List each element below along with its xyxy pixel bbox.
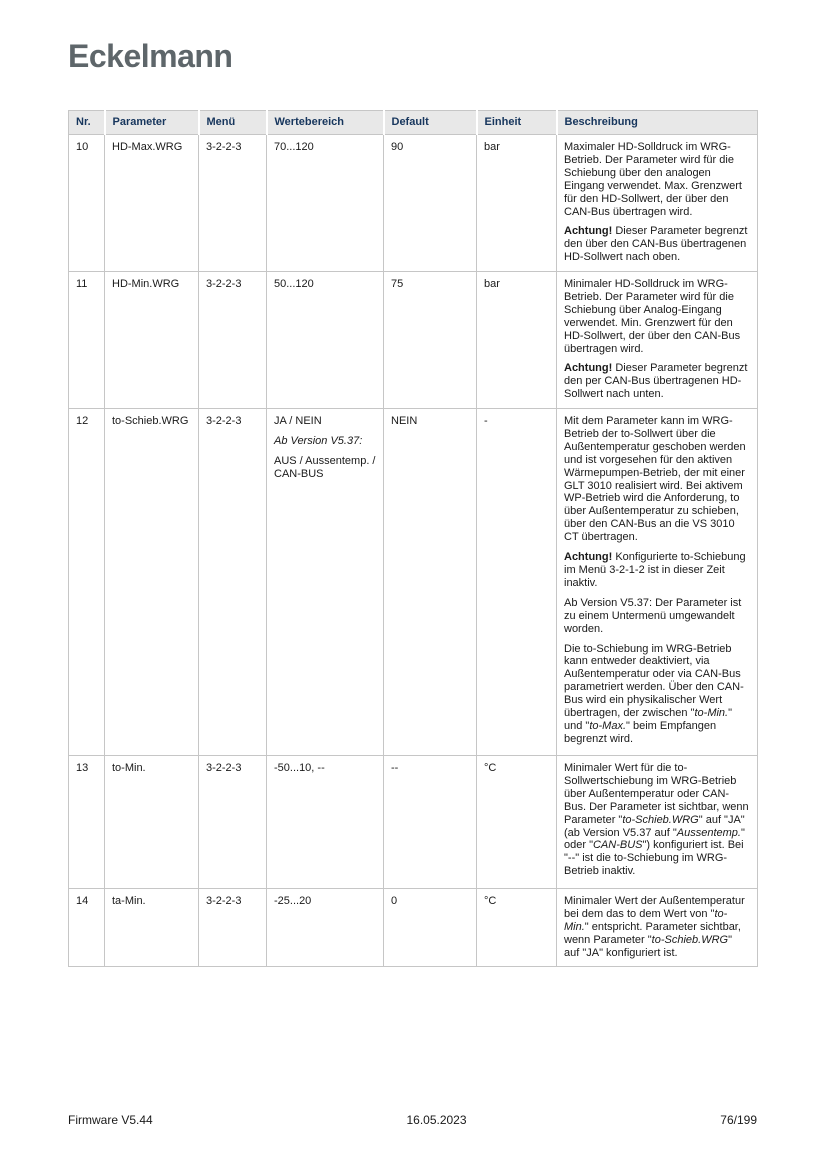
table-row bbox=[69, 409, 758, 756]
cell-wertebereich: 70...120 bbox=[267, 135, 384, 272]
cell-wertebereich: 50...120 bbox=[267, 272, 384, 409]
cell-menu: 3-2-2-3 bbox=[199, 756, 267, 889]
parameter-table bbox=[68, 110, 758, 967]
cell-wertebereich: JA / NEIN Ab Version V5.37: AUS / Aussentemp. / CAN-BUS bbox=[267, 409, 384, 756]
cell-einheit: - bbox=[477, 409, 557, 756]
table-row bbox=[69, 889, 758, 967]
header-menu: Menü bbox=[199, 111, 267, 135]
table-row bbox=[69, 135, 758, 272]
footer-page-number: 76/199 bbox=[720, 1113, 757, 1127]
header-wertebereich: Wertebereich bbox=[267, 111, 384, 135]
page-footer bbox=[68, 1113, 757, 1127]
cell-einheit: bar bbox=[477, 135, 557, 272]
header-einheit: Einheit bbox=[477, 111, 557, 135]
cell-menu: 3-2-2-3 bbox=[199, 272, 267, 409]
cell-default: 90 bbox=[384, 135, 477, 272]
cell-einheit: °C bbox=[477, 756, 557, 889]
cell-default: 0 bbox=[384, 889, 477, 967]
header-parameter: Parameter bbox=[105, 111, 199, 135]
cell-nr: 13 bbox=[69, 756, 105, 889]
footer-firmware-version: Firmware V5.44 bbox=[68, 1113, 153, 1127]
table-row bbox=[69, 272, 758, 409]
cell-menu: 3-2-2-3 bbox=[199, 409, 267, 756]
header-beschreibung: Beschreibung bbox=[557, 111, 758, 135]
header-nr: Nr. bbox=[69, 111, 105, 135]
table-header bbox=[69, 111, 758, 135]
cell-default: NEIN bbox=[384, 409, 477, 756]
cell-beschreibung: Maximaler HD-Solldruck im WRG-Betrieb. Der Parameter wird für die Schiebung über den analogen Eingang verwendet. Max. Grenzwert für den HD-Sollwert, der über den CAN-Bus übertragen wird. Achtung! Dieser Parameter begrenzt den über den CAN-Bus übertragenen HD-Sollwert nach oben. bbox=[557, 135, 758, 272]
cell-parameter: HD-Min.WRG bbox=[105, 272, 199, 409]
cell-parameter: to-Min. bbox=[105, 756, 199, 889]
cell-parameter: ta-Min. bbox=[105, 889, 199, 967]
cell-einheit: °C bbox=[477, 889, 557, 967]
cell-default: -- bbox=[384, 756, 477, 889]
cell-einheit: bar bbox=[477, 272, 557, 409]
cell-beschreibung: Minimaler Wert der Außentemperatur bei dem das to dem Wert von "to-Min." entspricht. Parameter sichtbar, wenn Parameter "to-Schieb.WRG" auf "JA" konfiguriert ist. bbox=[557, 889, 758, 967]
cell-parameter: HD-Max.WRG bbox=[105, 135, 199, 272]
cell-wertebereich: -25...20 bbox=[267, 889, 384, 967]
cell-parameter: to-Schieb.WRG bbox=[105, 409, 199, 756]
cell-default: 75 bbox=[384, 272, 477, 409]
table-body bbox=[69, 135, 758, 967]
eckelmann-logo: Eckelmann bbox=[68, 38, 233, 74]
footer-date: 16.05.2023 bbox=[406, 1113, 467, 1127]
table-row bbox=[69, 756, 758, 889]
cell-menu: 3-2-2-3 bbox=[199, 889, 267, 967]
cell-nr: 10 bbox=[69, 135, 105, 272]
cell-beschreibung: Mit dem Parameter kann im WRG-Betrieb der to-Sollwert über die Außentemperatur geschoben werden und ist vorgesehen für den aktiven Wärmepumpen-Betrieb, der mit einer GLT 3010 realisiert wird. Bei aktivem WP-Betrieb wird die Anforderung, to über Außentemperatur zu schieben, über den CAN-Bus an die VS 3010 CT übertragen. Achtung! Konfigurierte to-Schiebung im Menü 3-2-1-2 ist in dieser Zeit inaktiv. Ab Version V5.37: Der Parameter ist zu einem Untermenü umgewandelt worden. Die to-Schiebung im WRG-Betrieb kann entweder deaktiviert, via Außentemperatur oder via CAN-Bus parametriert werden. Über den CAN-Bus wird ein physikalischer Wert übertragen, der zwischen "to-Min." und "to-Max." beim Empfangen begrenzt wird. bbox=[557, 409, 758, 756]
header-default: Default bbox=[384, 111, 477, 135]
cell-menu: 3-2-2-3 bbox=[199, 135, 267, 272]
cell-nr: 12 bbox=[69, 409, 105, 756]
cell-nr: 14 bbox=[69, 889, 105, 967]
table-header-row bbox=[69, 111, 758, 135]
cell-beschreibung: Minimaler Wert für die to-Sollwertschiebung im WRG-Betrieb über Außentemperatur oder CAN-Bus. Der Parameter ist sichtbar, wenn Parameter "to-Schieb.WRG" auf "JA" (ab Version V5.37 auf "Aussentemp." oder "CAN-BUS") konfiguriert ist. Bei "--" ist die to-Schiebung im WRG-Betrieb inaktiv. bbox=[557, 756, 758, 889]
cell-wertebereich: -50...10, -- bbox=[267, 756, 384, 889]
cell-nr: 11 bbox=[69, 272, 105, 409]
cell-beschreibung: Minimaler HD-Solldruck im WRG-Betrieb. Der Parameter wird für die Schiebung über Analog-Eingang verwendet. Min. Grenzwert für den HD-Sollwert, der über den CAN-Bus übertragen wird. Achtung! Dieser Parameter begrenzt den per CAN-Bus übertragenen HD-Sollwert nach unten. bbox=[557, 272, 758, 409]
